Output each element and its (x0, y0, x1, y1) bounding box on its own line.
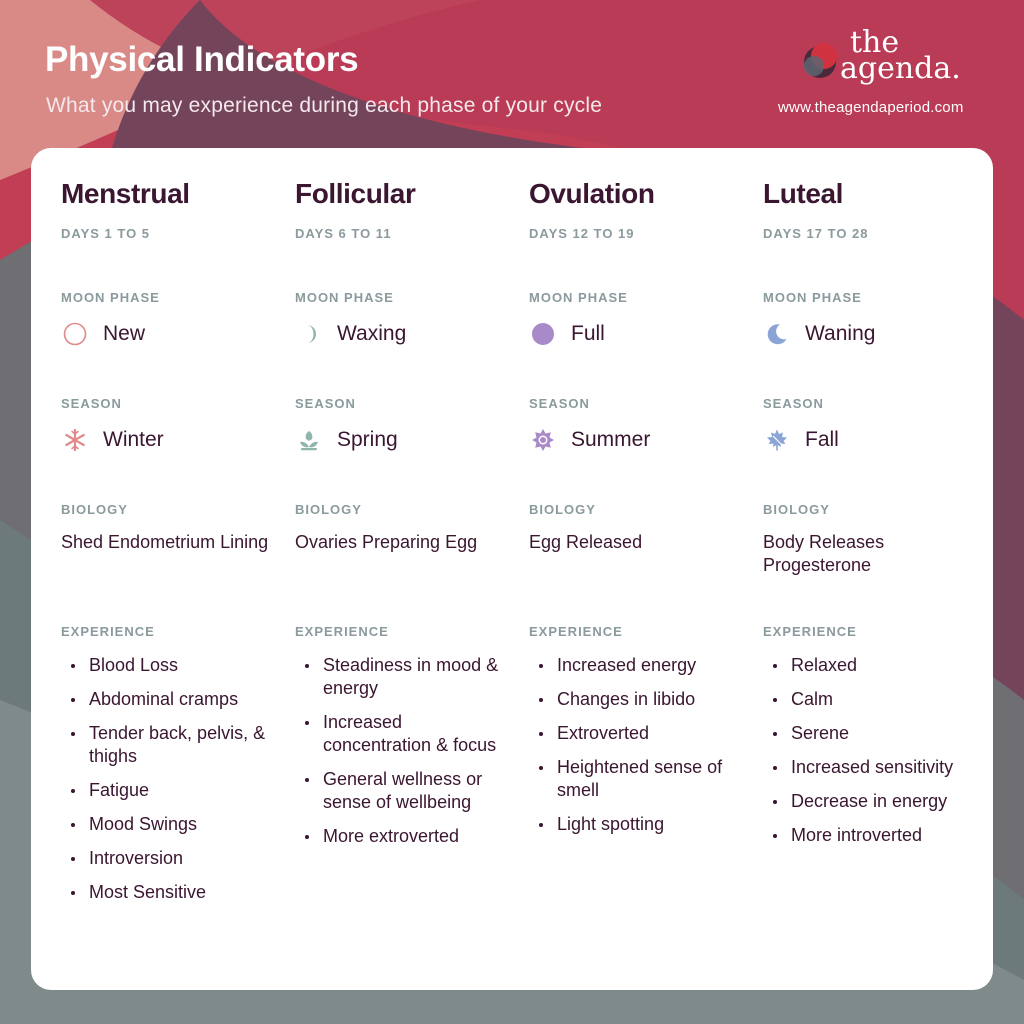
sun-icon (531, 428, 555, 452)
experience-item: Abdominal cramps (61, 688, 281, 711)
experience-item: Steadiness in mood & energy (295, 654, 515, 700)
biology-label: BIOLOGY (529, 502, 596, 517)
experience-list (529, 654, 749, 847)
moon-phase-label: MOON PHASE (529, 290, 628, 305)
biology-value: Egg Released (529, 532, 643, 552)
biology-label: BIOLOGY (763, 502, 830, 517)
moon-phase-label: MOON PHASE (295, 290, 394, 305)
waning-moon-icon (765, 322, 789, 346)
brand-url[interactable]: www.theagendaperiod.com (778, 99, 964, 116)
experience-item: General wellness or sense of wellbeing (295, 768, 515, 814)
season-label: SEASON (529, 396, 590, 411)
experience-item: Introversion (61, 847, 281, 870)
experience-item: Blood Loss (61, 654, 281, 677)
biology-value: Ovaries Preparing Egg (295, 532, 478, 552)
experience-label: EXPERIENCE (763, 624, 857, 639)
maple-leaf-icon (765, 428, 789, 452)
experience-label: EXPERIENCE (61, 624, 155, 639)
phase-column-follicular (295, 148, 520, 990)
phase-name: Follicular (295, 178, 416, 209)
logo-text-top: the (850, 25, 900, 60)
biology-label: BIOLOGY (295, 502, 362, 517)
season-label: SEASON (763, 396, 824, 411)
season-value: Spring (337, 428, 398, 451)
moon-phase-row (61, 320, 281, 348)
experience-list (295, 654, 515, 859)
snowflake-icon (63, 428, 87, 452)
experience-item: More extroverted (295, 825, 515, 848)
season-value: Winter (103, 428, 164, 451)
logo-mark-icon (800, 40, 840, 80)
experience-list (763, 654, 983, 858)
experience-item: Changes in libido (529, 688, 749, 711)
brand-logo[interactable] (800, 25, 990, 90)
season-row (295, 426, 515, 454)
experience-item: Fatigue (61, 779, 281, 802)
moon-phase-label: MOON PHASE (61, 290, 160, 305)
phase-days: DAYS 1 TO 5 (61, 226, 151, 241)
season-label: SEASON (295, 396, 356, 411)
moon-phase-value: Full (571, 322, 605, 345)
moon-phase-value: Waning (805, 322, 876, 345)
season-row (529, 426, 749, 454)
waxing-moon-icon (297, 322, 321, 346)
experience-list (61, 654, 281, 915)
experience-item: Tender back, pelvis, & thighs (61, 722, 281, 768)
phase-column-ovulation (529, 148, 754, 990)
moon-phase-value: Waxing (337, 322, 407, 345)
moon-phase-label: MOON PHASE (763, 290, 862, 305)
phase-column-menstrual (61, 148, 286, 990)
season-value: Summer (571, 428, 651, 451)
experience-item: Light spotting (529, 813, 749, 836)
season-row (763, 426, 983, 454)
experience-item: Relaxed (763, 654, 983, 677)
experience-label: EXPERIENCE (529, 624, 623, 639)
phase-name: Luteal (763, 178, 844, 209)
season-label: SEASON (61, 396, 122, 411)
page-title: Physical Indicators (45, 40, 359, 79)
moon-phase-row (295, 320, 515, 348)
experience-item: Mood Swings (61, 813, 281, 836)
experience-item: Most Sensitive (61, 881, 281, 904)
page-subtitle: What you may experience during each phase of your cycle (46, 94, 603, 117)
sprout-icon (297, 428, 321, 452)
experience-item: Calm (763, 688, 983, 711)
logo-text-bottom: agenda. (840, 51, 961, 86)
experience-item: Serene (763, 722, 983, 745)
phase-days: DAYS 12 TO 19 (529, 226, 635, 241)
experience-item: Extroverted (529, 722, 749, 745)
experience-item: Decrease in energy (763, 790, 983, 813)
experience-item: More introverted (763, 824, 983, 847)
experience-item: Heightened sense of smell (529, 756, 749, 802)
phases-card (31, 148, 993, 990)
experience-item: Increased concentration & focus (295, 711, 515, 757)
season-value: Fall (805, 428, 839, 451)
experience-item: Increased sensitivity (763, 756, 983, 779)
phase-name: Menstrual (61, 178, 190, 209)
experience-item: Increased energy (529, 654, 749, 677)
new-moon-icon (63, 322, 87, 346)
moon-phase-row (529, 320, 749, 348)
phase-days: DAYS 17 TO 28 (763, 226, 869, 241)
phase-name: Ovulation (529, 178, 655, 209)
biology-value: Body Releases Progesterone (763, 532, 885, 575)
experience-label: EXPERIENCE (295, 624, 389, 639)
season-row (61, 426, 281, 454)
biology-value: Shed Endometrium Lining (61, 532, 269, 552)
full-moon-icon (531, 322, 555, 346)
moon-phase-row (763, 320, 983, 348)
moon-phase-value: New (103, 322, 146, 345)
phase-days: DAYS 6 TO 11 (295, 226, 392, 241)
biology-label: BIOLOGY (61, 502, 128, 517)
phase-column-luteal (763, 148, 988, 990)
